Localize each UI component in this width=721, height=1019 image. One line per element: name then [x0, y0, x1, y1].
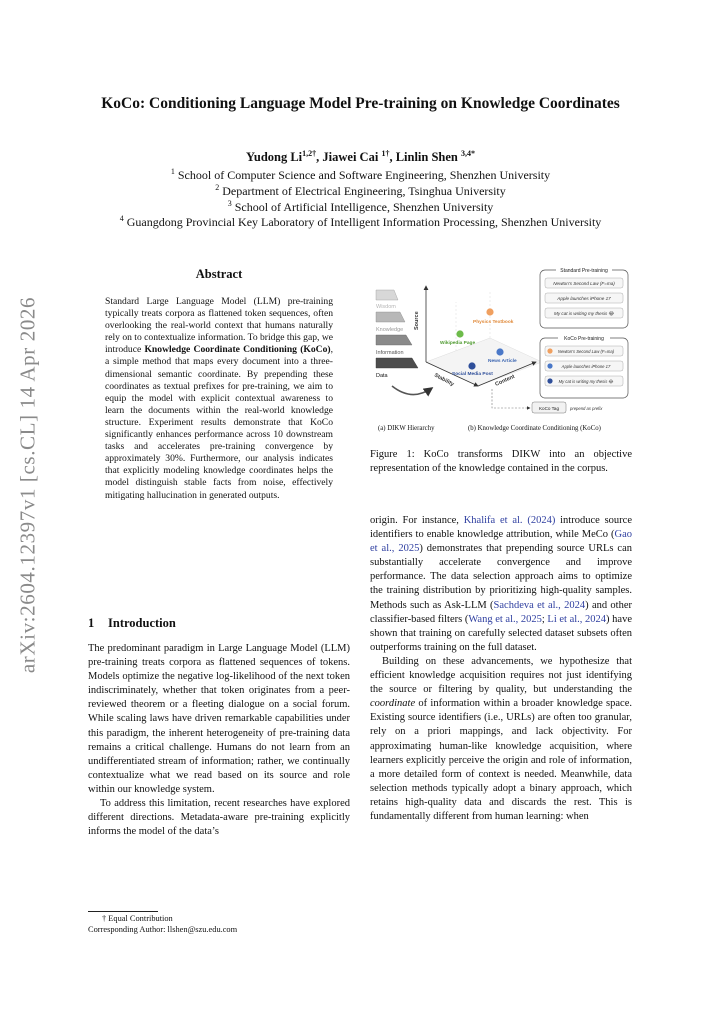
- abstract-heading: Abstract: [195, 267, 243, 281]
- body-text: Building on these advancements, we hypothesize that efficient knowledge acquisition requires not just identifying the source or filtering by quality, but understanding the: [370, 655, 632, 696]
- standard-pretraining-box: [540, 266, 628, 328]
- affiliation: [20, 200, 701, 216]
- author-sep: ,: [316, 150, 323, 164]
- point-label: Wikipedia Page: [440, 341, 476, 346]
- footnote-equal-contribution: † Equal Contribution: [102, 914, 173, 923]
- author-affil-sup: 1,2†: [302, 148, 317, 158]
- citation-link[interactable]: Gao et al., 2025: [370, 529, 632, 555]
- subfigure-a-caption: (a) DIKW Hierarchy: [378, 425, 435, 432]
- standard-box-title: Standard Pre-training: [560, 268, 608, 274]
- affiliation-number: 1: [170, 167, 175, 176]
- point-physics-textbook: [486, 308, 493, 315]
- affiliation-text: School of Artificial Intelligence, Shenzhen University: [231, 199, 494, 214]
- dikw-label: Wisdom: [376, 304, 396, 310]
- affiliation-number: 3: [227, 198, 232, 208]
- dikw-label: Data: [376, 373, 388, 379]
- paragraph: To address this limitation, recent researches have explored different directions. Metadata-aware pre-training explicitly informs the model of the data’s: [88, 798, 350, 838]
- tag-connector-line: [492, 389, 530, 408]
- point-wikipedia-page: [456, 330, 463, 337]
- koco-pretraining-box: [540, 334, 628, 398]
- point-label: News Article: [488, 359, 517, 364]
- citation-link[interactable]: Sachdeva et al., 2024: [493, 599, 586, 611]
- axis-label-content: Content: [494, 373, 516, 388]
- doc-chip-text: Newton’s Second Law (F=ma): [557, 349, 615, 354]
- dikw-label: Information: [376, 350, 404, 356]
- dikw-label: Knowledge: [376, 327, 404, 333]
- arxiv-stamp: [6, 270, 50, 700]
- affiliation: [20, 215, 701, 231]
- koco-box-title: KoCo Pre-training: [564, 336, 604, 342]
- arxiv-identifier: arXiv:2604.12397v1 [cs.CL] 14 Apr 2026: [15, 296, 40, 674]
- transform-arrow: [392, 386, 432, 395]
- body-text: ) and other classifier-based filters (: [370, 599, 633, 625]
- doc-chip-text: Apple launches iPhone 17: [557, 296, 611, 301]
- koco-tag-note: prepend as prefix: [570, 406, 603, 411]
- point-news-article: [496, 348, 503, 355]
- body-text: ) have shown that training on carefully selected dataset subsets often outperforms training on the full dataset.: [370, 613, 632, 653]
- author-affil-sup: 3,4*: [461, 148, 476, 158]
- dikw-bar-wisdom: [376, 290, 398, 300]
- figure-diagram: [370, 262, 632, 437]
- author-name: Jiawei Cai: [322, 150, 382, 164]
- coordinate-tag-dot: [547, 378, 552, 383]
- body-text: of information within a broader knowledge space. Existing source identifiers (i.e., URLs) are often too granular, rely on a priori mappings, and lack objectivity. For approximating human-like knowledge acquisition, where learners explicitly perceive the origin and role of information, a more detailed form of context is needed. Meanwhile, data selection methods typically adopt a binary approach, which retains high-quality data and discards the rest. This is fundamentally different from human learning: when: [370, 698, 632, 822]
- affiliation: [20, 168, 701, 184]
- intro-left-column: [88, 642, 350, 839]
- body-text: origin. For instance,: [370, 515, 464, 526]
- point-social-media-post: [468, 362, 475, 369]
- figure-koco: [370, 262, 632, 437]
- dikw-bar-knowledge: [376, 312, 405, 322]
- body-text: introduce source identifiers to enable knowledge attribution, while MeCo (: [370, 515, 632, 541]
- author-list: [40, 150, 681, 165]
- paragraph: The predominant paradigm in Large Language Model (LLM) pre-training treats corpora as flattened sequences of tokens. Models optimize the negative log-likelihood of the next token indiscriminately, whether that token originates from a peer-reviewed theorem or a fleeting dialogue on a social forum. While scaling laws have driven remarkable capabilities under this paradigm, the inherent heterogeneity of pre-training data remains a critical challenge. Humans do not learn from an undifferentiated stream of information; rather, we continually contextualize what we read based on its source and role within our knowledge system.: [88, 643, 350, 795]
- coordinate-tag-dot: [547, 348, 552, 353]
- dikw-hierarchy: [376, 290, 432, 395]
- method-name: Knowledge Coordinate Conditioning (KoCo): [144, 344, 331, 356]
- citation-link[interactable]: Khalifa et al. (2024): [463, 515, 556, 526]
- affiliation-list: [20, 168, 701, 231]
- paragraph: [370, 514, 632, 655]
- affiliation-text: Guangdong Provincial Key Laboratory of Intelligent Information Processing, Shenzhen University: [123, 215, 602, 230]
- footnote-rule: [88, 911, 158, 912]
- intro-right-column: [370, 514, 632, 824]
- emphasized-term: coordinate: [370, 698, 416, 710]
- citation-link[interactable]: Li et al., 2024: [547, 613, 607, 625]
- footnotes: [88, 914, 350, 935]
- citation-link[interactable]: Wang et al., 2025: [468, 613, 542, 625]
- section-number: 1: [88, 616, 95, 630]
- doc-chip-text: Apple launches iPhone 17: [561, 364, 611, 369]
- point-label: Physics Textbook: [473, 320, 514, 325]
- section-title: Introduction: [108, 616, 176, 630]
- doc-chip-text: Newton’s Second Law (F=ma): [553, 281, 615, 286]
- author-name: Yudong Li: [245, 150, 303, 164]
- author-affil-sup: 1†: [381, 148, 390, 158]
- dikw-bar-information: [376, 335, 412, 345]
- subfigure-b-caption: (b) Knowledge Coordinate Conditioning (KoCo): [468, 425, 601, 432]
- doc-chip-text: My cat is writing my thesis 😂: [558, 379, 614, 384]
- footnote-corresponding-author: Corresponding Author: llshen@szu.edu.com: [88, 924, 238, 934]
- affiliation-number: 4: [119, 214, 124, 224]
- author-sep: ,: [389, 150, 396, 164]
- abstract-text: Standard Large Language Model (LLM) pre-training typically treats corpora as flattened token sequences, often overlooking the real-world context that humans naturally rely on to contextualize information. To bridge this gap, we introduce: [105, 296, 334, 356]
- koco-tag-label: KoCo Tag: [538, 406, 560, 411]
- figure-caption: Figure 1: KoCo transforms DIKW into an objective representation of the knowledge contained in the corpus.: [370, 449, 632, 474]
- paper-title: KoCo: Conditioning Language Model Pre-training on Knowledge Coordinates: [101, 95, 620, 112]
- affiliation-text: School of Computer Science and Software Engineering, Shenzhen University: [174, 168, 551, 182]
- abstract-text: , a simple method that maps every document into a three-dimensional semantic coordinate. By prepending these coordinates as textual prefixes for pre-training, we aim to equip the model with explicit contextual awareness to learn the documents within the real-world knowledge structure. Experiment results demonstrate that KoCo significantly enhances performance across 10 downstream tasks and accelerates pre-training convergence by approximately 30%. Furthermore, our analysis indicates that explicitly modeling knowledge coordinates helps the model distinguish stable facts from noise, effectively mitigating hallucination in generated outputs.: [105, 344, 333, 501]
- coordinate-tag-dot: [547, 363, 552, 368]
- affiliation-number: 2: [215, 182, 220, 192]
- paragraph: [370, 655, 632, 824]
- coordinate-space: [414, 286, 542, 388]
- axis-label-stability: Stability: [433, 372, 455, 388]
- body-text: ;: [541, 613, 548, 625]
- abstract-body: [105, 296, 333, 502]
- affiliation-text: Department of Electrical Engineering, Tsinghua University: [219, 183, 506, 198]
- body-text: ) demonstrates that prepending source URLs can substantially accelerate convergence and improve performance. The data selection approach aims to optimize the training distribution by prioritizing high-quality samples. Methods such as Ask-LLM (: [370, 543, 632, 611]
- doc-chip-text: My cat is writing my thesis 😂: [554, 311, 614, 316]
- point-label: Social Media Post: [452, 372, 493, 377]
- affiliation: [20, 184, 701, 200]
- section-heading: [88, 616, 176, 631]
- dikw-bar-data: [376, 358, 418, 368]
- author-name: Linlin Shen: [395, 150, 462, 164]
- axis-label-source: Source: [414, 311, 420, 330]
